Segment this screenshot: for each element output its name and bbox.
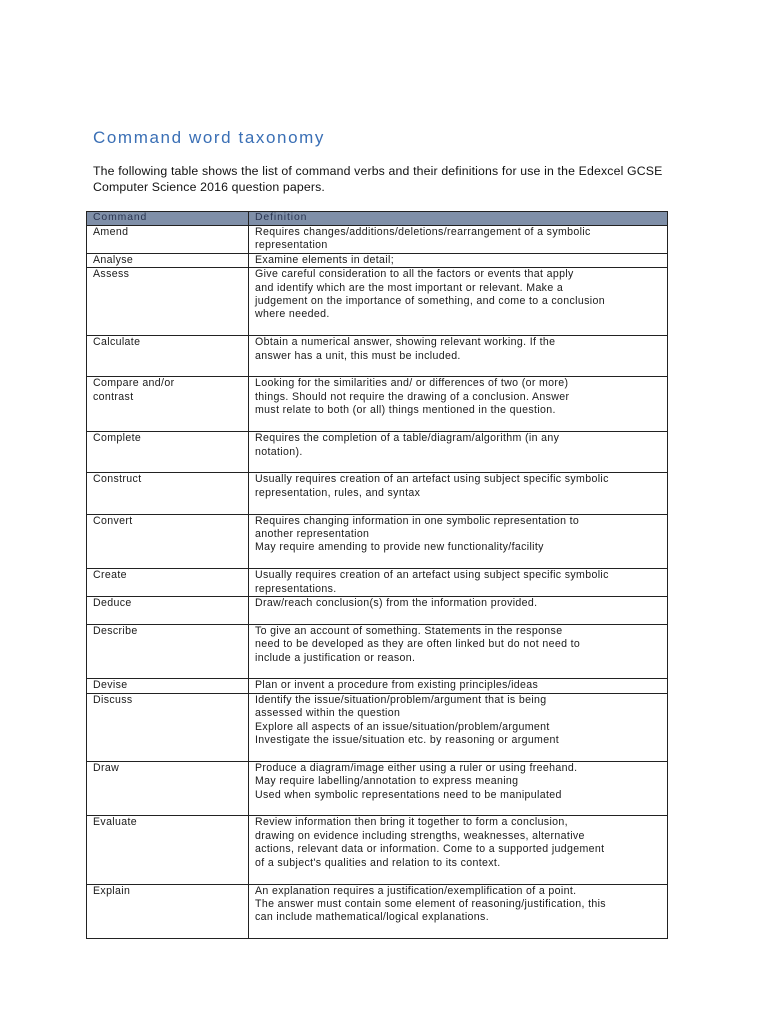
table-row: [87, 336, 668, 377]
definition-line: [255, 500, 663, 513]
definition-line: Used when symbolic representations need to be manipulated: [255, 788, 562, 801]
command-cell: [87, 514, 249, 569]
command-line: [93, 350, 244, 363]
definition-cell: [249, 884, 668, 939]
table-row: [87, 596, 668, 624]
command-line: Describe: [93, 624, 138, 637]
definition-cell: [249, 514, 668, 569]
definition-cell: [249, 624, 668, 679]
table-row: [87, 624, 668, 679]
definition-line: [255, 802, 663, 815]
command-cell: [87, 761, 249, 816]
definition-cell: [249, 761, 668, 816]
definition-line: another representation: [255, 527, 370, 540]
command-line: Amend: [93, 226, 129, 238]
command-line: [93, 555, 244, 568]
command-line: [93, 665, 244, 678]
command-line: Explain: [93, 884, 131, 897]
command-cell: [87, 816, 249, 884]
definition-line: [255, 747, 663, 760]
definition-line: [255, 925, 663, 938]
command-line: [93, 363, 244, 376]
definition-line: [255, 610, 663, 623]
definition-line: Usually requires creation of an artefact using subject specific symbolic: [255, 569, 609, 582]
definition-cell: [249, 432, 668, 473]
command-taxonomy-table: [86, 211, 668, 939]
definition-line: notation).: [255, 445, 303, 458]
definition-line: actions, relevant data or information. Come to a supported judgement: [255, 843, 605, 856]
table-row: [87, 377, 668, 432]
definition-cell: [249, 336, 668, 377]
definition-line: include a justification or reason.: [255, 651, 416, 664]
command-line: Evaluate: [93, 816, 138, 829]
command-line: [93, 487, 244, 500]
command-line: [93, 418, 244, 431]
command-line: [93, 830, 244, 843]
command-line: [93, 870, 244, 883]
definition-line: Requires the completion of a table/diagram/algorithm (in any: [255, 432, 560, 445]
command-cell: [87, 432, 249, 473]
command-line: Complete: [93, 432, 142, 445]
definition-line: can include mathematical/logical explanations.: [255, 911, 489, 924]
command-line: [93, 857, 244, 870]
definition-line: May require labelling/annotation to express meaning: [255, 775, 519, 788]
definition-line: where needed.: [255, 308, 330, 321]
command-line: Construct: [93, 473, 142, 486]
table-row: [87, 514, 668, 569]
table-row: [87, 268, 668, 336]
table-row: [87, 226, 668, 254]
command-line: [93, 843, 244, 856]
definition-line: [255, 665, 663, 678]
definition-line: Requires changing information in one symbolic representation to: [255, 514, 580, 527]
command-cell: [87, 624, 249, 679]
definition-line: [255, 870, 663, 883]
definition-line: [255, 418, 663, 431]
command-line: [93, 707, 244, 720]
definition-line: Give careful consideration to all the factors or events that apply: [255, 268, 574, 281]
definition-line: judgement on the importance of something, and come to a conclusion: [255, 295, 605, 308]
table-row: [87, 473, 668, 514]
command-line: [93, 734, 244, 747]
definition-line: need to be developed as they are often linked but do not need to: [255, 638, 581, 651]
definition-cell: [249, 377, 668, 432]
definition-line: representation, rules, and syntax: [255, 486, 421, 499]
definition-line: must relate to both (or all) things mentioned in the question.: [255, 404, 556, 417]
definition-line: Looking for the similarities and/ or differences of two (or more): [255, 377, 569, 390]
definition-line: answer has a unit, this must be included.: [255, 349, 461, 362]
command-line: [93, 239, 244, 252]
table-body: [87, 226, 668, 939]
table-header-row: [87, 212, 668, 226]
command-line: [93, 308, 244, 321]
definition-line: drawing on evidence including strengths, weaknesses, alternative: [255, 829, 585, 842]
command-line: contrast: [93, 390, 134, 403]
command-cell: [87, 253, 249, 267]
command-line: Compare and/or: [93, 377, 175, 390]
definition-line: Plan or invent a procedure from existing principles/ideas: [255, 679, 539, 692]
table-row: [87, 569, 668, 597]
command-line: [93, 541, 244, 554]
command-line: [93, 322, 244, 335]
command-line: [93, 610, 244, 623]
command-cell: [87, 884, 249, 939]
command-line: [93, 446, 244, 459]
command-cell: [87, 596, 249, 624]
command-line: Calculate: [93, 336, 141, 349]
command-line: [93, 721, 244, 734]
definition-line: and identify which are the most important or relevant. Make a: [255, 281, 564, 294]
definition-line: Review information then bring it together to form a conclusion,: [255, 816, 568, 829]
definition-cell: [249, 596, 668, 624]
command-line: [93, 911, 244, 924]
command-line: [93, 295, 244, 308]
table-row: [87, 679, 668, 693]
definition-line: Requires changes/additions/deletions/rearrangement of a symbolic: [255, 226, 591, 238]
definition-line: representations.: [255, 582, 337, 595]
table-row: [87, 253, 668, 267]
definition-line: Usually requires creation of an artefact using subject specific symbolic: [255, 473, 609, 486]
command-line: Devise: [93, 679, 128, 692]
definition-cell: [249, 268, 668, 336]
command-cell: [87, 268, 249, 336]
table-row: [87, 761, 668, 816]
table-row: [87, 432, 668, 473]
definition-cell: [249, 253, 668, 267]
command-cell: [87, 377, 249, 432]
definition-line: Investigate the issue/situation etc. by reasoning or argument: [255, 734, 560, 747]
definition-line: May require amending to provide new functionality/facility: [255, 541, 544, 554]
header-definition: Definition: [249, 212, 668, 226]
definition-line: Draw/reach conclusion(s) from the information provided.: [255, 596, 538, 609]
command-line: [93, 528, 244, 541]
command-line: [93, 459, 244, 472]
page-title: Command word taxonomy: [93, 128, 326, 148]
command-line: [93, 638, 244, 651]
definition-cell: [249, 473, 668, 514]
command-cell: [87, 473, 249, 514]
definition-line: The answer must contain some element of reasoning/justification, this: [255, 897, 606, 910]
command-line: [93, 282, 244, 295]
definition-line: Obtain a numerical answer, showing relevant working. If the: [255, 336, 556, 349]
definition-line: things. Should not require the drawing of a conclusion. Answer: [255, 390, 570, 403]
definition-line: An explanation requires a justification/exemplification of a point.: [255, 884, 577, 897]
definition-line: assessed within the question: [255, 707, 401, 720]
definition-line: [255, 322, 663, 335]
command-line: Create: [93, 569, 127, 582]
definition-cell: [249, 679, 668, 693]
definition-cell: [249, 693, 668, 761]
command-line: Assess: [93, 268, 130, 281]
definition-cell: [249, 226, 668, 254]
command-cell: [87, 569, 249, 597]
definition-line: [255, 459, 663, 472]
command-line: [93, 747, 244, 760]
header-command: Command: [87, 212, 249, 226]
command-cell: [87, 226, 249, 254]
table-row: [87, 816, 668, 884]
definition-line: Examine elements in detail;: [255, 253, 394, 266]
command-line: Analyse: [93, 253, 134, 266]
definition-line: [255, 363, 663, 376]
definition-cell: [249, 569, 668, 597]
command-line: [93, 789, 244, 802]
intro-paragraph: The following table shows the list of command verbs and their definitions for use in the Edexcel GCSE Computer Science 2016 question papers.: [93, 164, 663, 195]
command-line: Convert: [93, 514, 133, 527]
command-line: [93, 775, 244, 788]
definition-line: Produce a diagram/image either using a ruler or using freehand.: [255, 761, 578, 774]
table-row: [87, 884, 668, 939]
definition-line: of a subject's qualities and relation to its context.: [255, 856, 501, 869]
command-cell: [87, 693, 249, 761]
command-line: [93, 802, 244, 815]
command-cell: [87, 679, 249, 693]
definition-line: Explore all aspects of an issue/situation/problem/argument: [255, 720, 550, 733]
definition-line: Identify the issue/situation/problem/argument that is being: [255, 693, 547, 706]
command-line: [93, 925, 244, 938]
command-line: Deduce: [93, 596, 132, 609]
command-line: [93, 898, 244, 911]
table-row: [87, 693, 668, 761]
command-line: [93, 583, 244, 596]
definition-cell: [249, 816, 668, 884]
definition-line: representation: [255, 239, 328, 252]
command-line: [93, 404, 244, 417]
command-line: [93, 500, 244, 513]
command-line: [93, 652, 244, 665]
command-line: Discuss: [93, 693, 133, 706]
definition-line: To give an account of something. Statements in the response: [255, 624, 563, 637]
command-cell: [87, 336, 249, 377]
definition-line: [255, 555, 663, 568]
command-line: Draw: [93, 761, 120, 774]
